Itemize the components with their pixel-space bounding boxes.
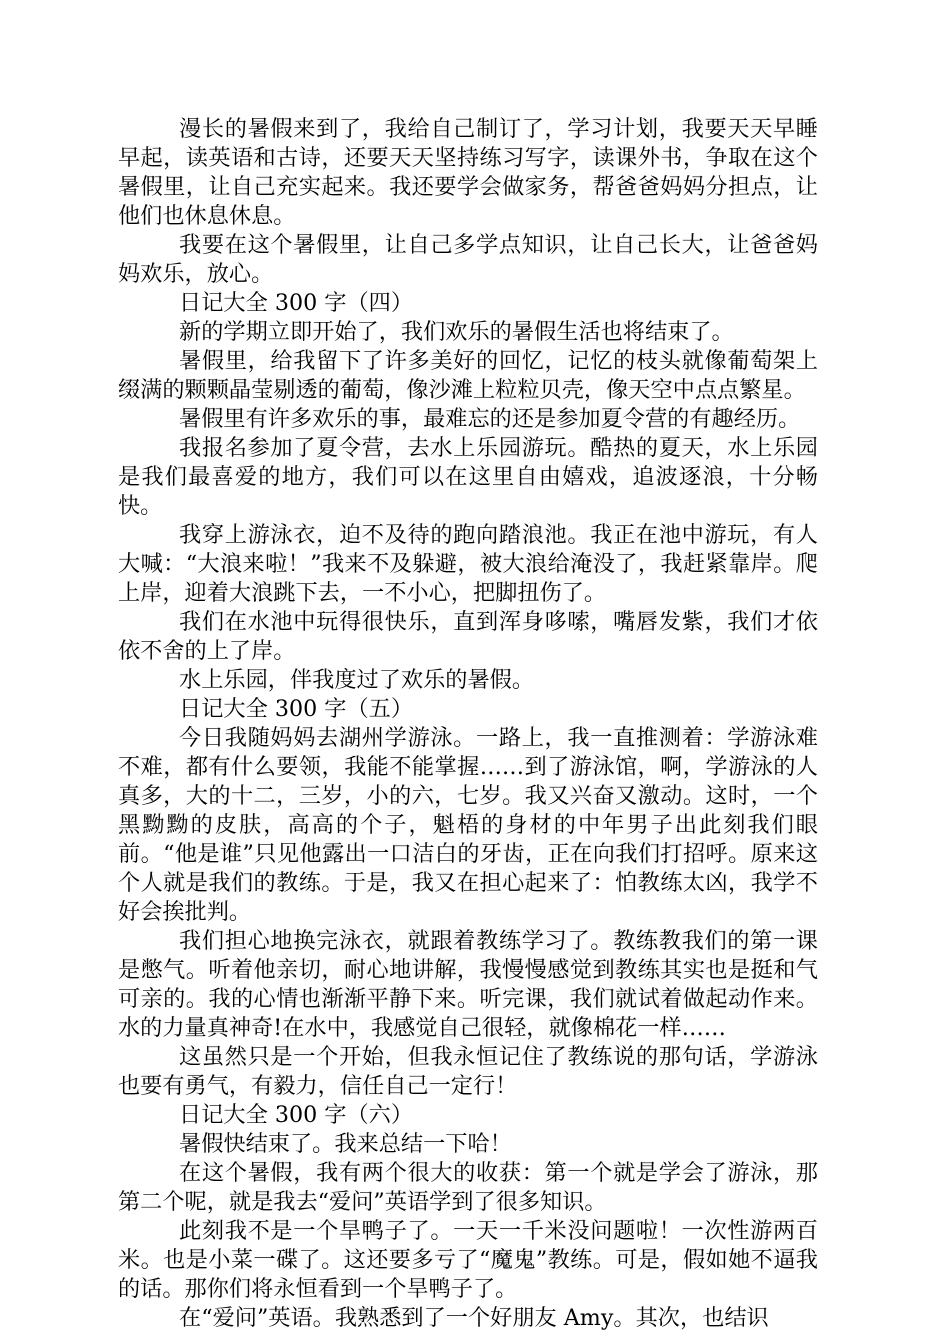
paragraph: 水上乐园，伴我度过了欢乐的暑假。 bbox=[179, 667, 535, 693]
paragraph: 新的学期立即开始了，我们欢乐的暑假生活也将结束了。 bbox=[179, 319, 734, 345]
paragraph: 我们在水池中玩得很快乐，直到浑身哆嗦，嘴唇发紫，我们才依依不舍的上了岸。 bbox=[118, 609, 818, 664]
paragraph: 此刻我不是一个旱鸭子了。一天一千米没问题啦！一次性游两百米。也是小菜一碟了。这还要多亏了“魔鬼”教练。可是，假如她不逼我的话。那你们将永恒看到一个旱鸭子了。 bbox=[118, 1218, 818, 1302]
paragraph: 漫长的暑假来到了，我给自己制订了，学习计划，我要天天早睡早起，读英语和古诗，还要天天坚持练习写字，读课外书，争取在这个暑假里，让自己充实起来。我还要学会做家务，帮爸爸妈妈分担点，让他们也休息休息。 bbox=[118, 116, 818, 229]
paragraph: 我们担心地换完泳衣，就跟着教练学习了。教练教我们的第一课是憋气。听着他亲切，耐心地讲解，我慢慢感觉到教练其实也是挺和气可亲的。我的心情也渐渐平静下来。听完课，我们就试着做起动作来。水的力量真神奇!在水中，我感觉自己很轻，就像棉花一样…… bbox=[118, 928, 818, 1041]
document-page bbox=[118, 115, 818, 1333]
paragraph: 在“爱问”英语。我熟悉到了一个好朋友 Amy。其次，也结识 bbox=[179, 1305, 769, 1331]
section-heading: 日记大全 300 字（六） bbox=[179, 1102, 414, 1128]
paragraph: 这虽然只是一个开始，但我永恒记住了教练说的那句话，学游泳也要有勇气，有毅力，信任自己一定行！ bbox=[118, 1044, 818, 1099]
section-heading: 日记大全 300 字（五） bbox=[179, 696, 414, 722]
paragraph: 暑假里，给我留下了许多美好的回忆，记忆的枝头就像葡萄架上缀满的颗颗晶莹剔透的葡萄，像沙滩上粒粒贝壳，像天空中点点繁星。 bbox=[118, 348, 818, 403]
paragraph: 暑假里有许多欢乐的事，最难忘的还是参加夏令营的有趣经历。 bbox=[179, 406, 801, 432]
paragraph: 我穿上游泳衣，迫不及待的跑向踏浪池。我正在池中游玩，有人大喊：“大浪来啦！”我来不及躲避，被大浪给淹没了，我赶紧靠岸。爬上岸，迎着大浪跳下去，一不小心，把脚扭伤了。 bbox=[118, 522, 818, 606]
paragraph: 在这个暑假，我有两个很大的收获：第一个就是学会了游泳，那第二个呢，就是我去“爱问”英语学到了很多知识。 bbox=[118, 1160, 818, 1215]
paragraph: 暑假快结束了。我来总结一下哈！ bbox=[179, 1131, 512, 1157]
paragraph: 今日我随妈妈去湖州学游泳。一路上，我一直推测着：学游泳难不难，都有什么要领，我能不能掌握……到了游泳馆，啊，学游泳的人真多，大的十二，三岁，小的六，七岁。我又兴奋又激动。这时，一个黑黝黝的皮肤，高高的个子，魁梧的身材的中年男子出此刻我们眼前。“他是谁”只见他露出一口洁白的牙齿，正在向我们打招呼。原来这个人就是我们的教练。于是，我又在担心起来了：怕教练太凶，我学不好会挨批判。 bbox=[118, 725, 818, 925]
paragraph: 我要在这个暑假里，让自己多学点知识，让自己长大，让爸爸妈妈欢乐，放心。 bbox=[118, 232, 818, 287]
section-heading: 日记大全 300 字（四） bbox=[179, 290, 414, 316]
paragraph: 我报名参加了夏令营，去水上乐园游玩。酷热的夏天，水上乐园是我们最喜爱的地方，我们可以在这里自由嬉戏，追波逐浪，十分畅快。 bbox=[118, 435, 818, 519]
